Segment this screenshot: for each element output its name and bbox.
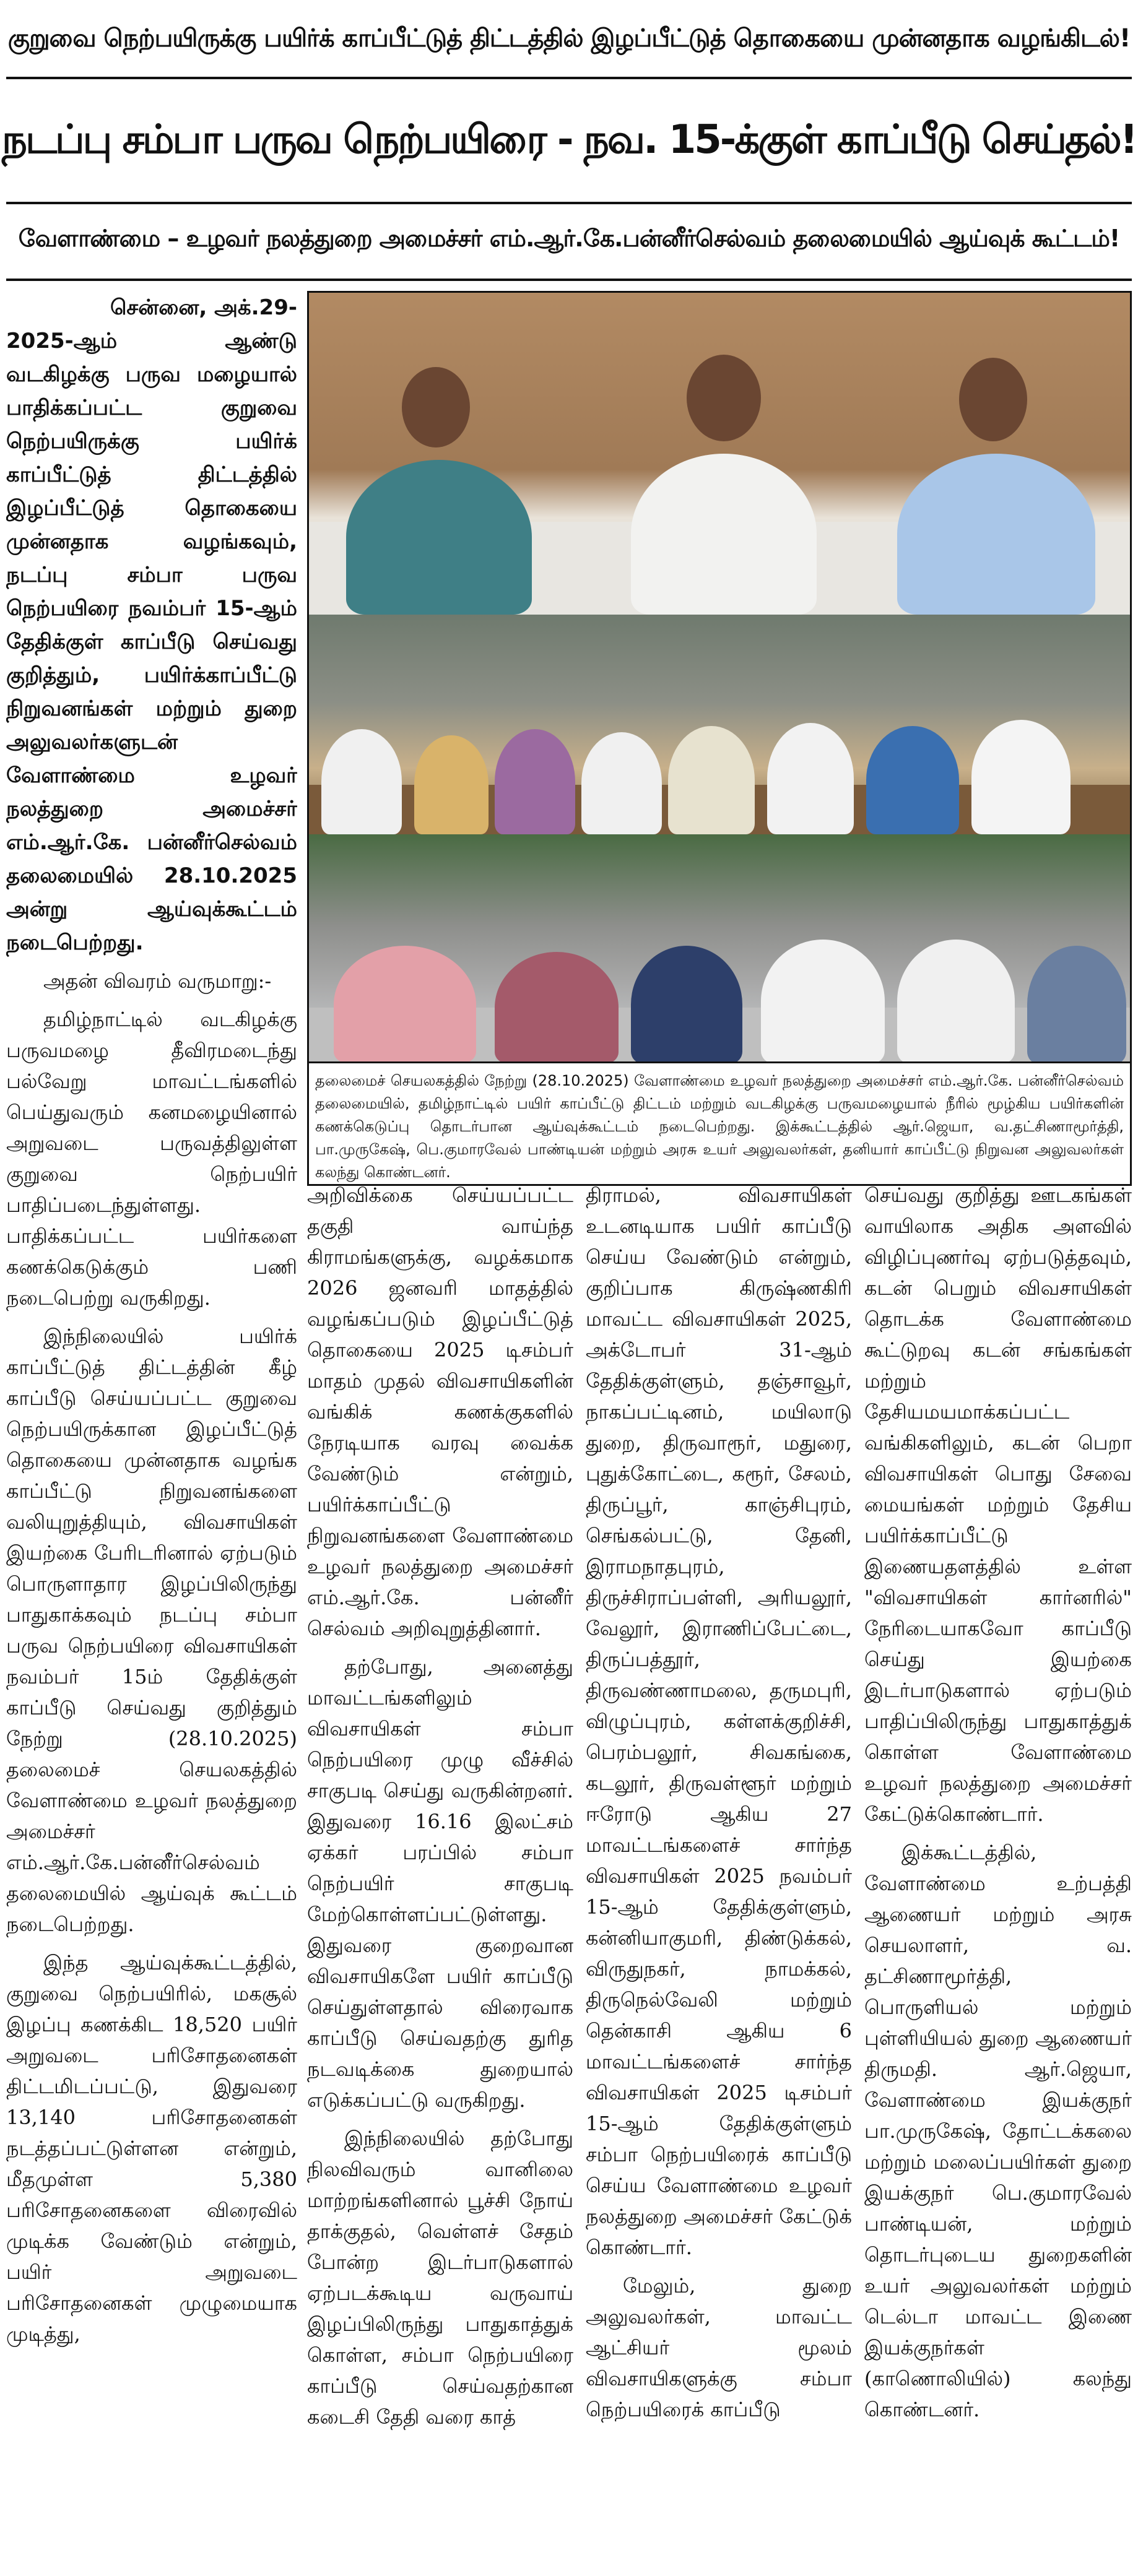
- paragraph: தமிழ்நாட்டில் வடகிழக்கு பருவமழை தீவிரமடைந்து பல்வேறு மாவட்டங்களில் பெய்துவரும் கனமழையினால் அறுவடை பருவத்திலுள்ள குறுவை நெற்பயிர் பாதிப்படைந்துள்ளது. பாதிக்கப்பட்ட பயிர்களை கணக்கெடுக்கும் பணி நடைபெற்று வருகிறது.: [6, 1008, 297, 1310]
- paragraph: தற்போது, அனைத்து மாவட்டங்களிலும் விவசாயிகள் சம்பா நெற்பயிரை முழு வீச்சில் சாகுபடி செய்து வருகின்றனர். இதுவரை 16.16 இலட்சம் ஏக்கர் பரப்பில் சம்பா நெற்பயிர் சாகுபடி மேற்கொள்ளப்பட்டுள்ளது. இதுவரை குறைவான விவசாயிகளே பயிர் காப்பீடு செய்துள்ளதால் விரைவாக காப்பீடு செய்வதற்கு துரித நடவடிக்கை துறையால் எடுக்கப்பட்டு வருகிறது.: [307, 1655, 573, 2112]
- paragraph: செய்வது குறித்து ஊடகங்கள் வாயிலாக அதிக அளவில் விழிப்புணர்வு ஏற்படுத்தவும், கடன் பெறும் விவசாயிகள் தொடக்க வேளாண்மை கூட்டுறவு கடன் சங்கங்கள் மற்றும் தேசியமயமாக்கப்பட்ட வங்கிகளிலும், கடன் பெறா விவசாயிகள் பொது சேவை மையங்கள் மற்றும் தேசிய பயிர்க்காப்பீட்டு இணையதளத்தில் உள்ள "விவசாயிகள் கார்னரில்" நேரிடையாகவோ காப்பீடு செய்து இயற்கை இடர்பாடுகளால் ஏற்படும் பாதிப்பிலிருந்து பாதுகாத்துக் கொள்ள வேளாண்மை உழவர் நலத்துறை அமைச்சர் கேட்டுக்கொண்டார்.: [864, 1183, 1132, 1826]
- photo-panel-minister: [309, 293, 1130, 615]
- kicker-headline: குறுவை நெற்பயிருக்கு பயிர்க் காப்பீட்டுத் திட்டத்தில் இழப்பீட்டுத் தொகையை முன்னதாக வழங்கிடல்!: [7, 24, 1131, 53]
- article-column-2: [307, 1180, 573, 2570]
- lead-paragraph: [6, 291, 297, 959]
- paragraph: திராமல், விவசாயிகள் உடனடியாக பயிர் காப்பீடு செய்ய வேண்டும் என்றும், குறிப்பாக கிருஷ்ணகிரி மாவட்ட விவசாயிகள் 2025, அக்டோபர் 31-ஆம் தேதிக்குள்ளும், தஞ்சாவூர், நாகப்பட்டினம், மயிலாடு துறை, திருவாரூர், மதுரை, புதுக்கோட்டை, கரூர், சேலம், திருப்பூர், காஞ்சிபுரம், செங்கல்பட்டு, தேனி, இராமநாதபுரம், திருச்சிராப்பள்ளி, அரியலூர், வேலூர், இராணிப்பேட்டை, திருப்பத்தூர், திருவண்ணாமலை, தருமபுரி, விழுப்புரம், கள்ளக்குறிச்சி, பெரம்பலூர், சிவகங்கை, கடலூர், திருவள்ளூர் மற்றும் ஈரோடு ஆகிய 27 மாவட்டங்களைச் சார்ந்த விவசாயிகள் 2025 நவம்பர் 15-ஆம் தேதிக்குள்ளும், கன்னியாகுமரி, திண்டுக்கல், விருதுநகர், நாமக்கல், திருநெல்வேலி மற்றும் தென்காசி ஆகிய 6 மாவட்டங்களைச் சார்ந்த விவசாயிகள் 2025 டிசம்பர் 15-ஆம் தேதிக்குள்ளும் சம்பா நெற்பயிரைக் காப்பீடு செய்ய வேளாண்மை உழவர் நலத்துறை அமைச்சர் கேட்டுக் கொண்டார்.: [586, 1183, 852, 2259]
- paragraph: அதன் விவரம் வருமாறு:-: [43, 969, 272, 993]
- paragraph: இந்த ஆய்வுக்கூட்டத்தில், குறுவை நெற்பயிரில், மகசூல் இழப்பு கணக்கிட 18,520 பயிர் அறுவடை பரிசோதனைகள் திட்டமிடப்பட்டு, இதுவரை 13,140 பரிசோதனைகள் நடத்தப்பட்டுள்ளன என்றும், மீதமுள்ள 5,380 பரிசோதனைகளை விரைவில் முடிக்க வேண்டும் என்றும், பயிர் அறுவடை பரிசோதனைகள் முழுமையாக முடித்து,: [6, 1951, 297, 2346]
- lead-text: 2025-ஆம் ஆண்டு வடகிழக்கு பருவ மழையால் பாதிக்கப்பட்ட குறுவை நெற்பயிருக்கு பயிர்க் காப்பீட்டுத் திட்டத்தில் இழப்பீட்டுத் தொகையை முன்னதாக வழங்கவும், நடப்பு சம்பா பருவ நெற்பயிரை நவம்பர் 15-ஆம் தேதிக்குள் காப்பீடு செய்வது குறித்தும், பயிர்க்காப்பீட்டு நிறுவனங்கள் மற்றும் துறை அலுவலர்களுடன் வேளாண்மை உழவர் நலத்துறை அமைச்சர் எம்.ஆர்.கே. பன்னீர்செல்வம் தலைமையில் 28.10.2025 அன்று ஆய்வுக்கூட்டம் நடைபெற்றது.: [6, 329, 297, 955]
- article-column-4: [864, 1180, 1132, 2570]
- divider: [6, 77, 1132, 79]
- paragraph: மேலும், துறை அலுவலர்கள், மாவட்ட ஆட்சியர் மூலம் விவசாயிகளுக்கு சம்பா நெற்பயிரைக் காப்பீடு: [586, 2274, 852, 2421]
- paragraph: இக்கூட்டத்தில், வேளாண்மை உற்பத்தி ஆணையர் மற்றும் அரசு செயலாளர், வ. தட்சிணாமூர்த்தி, பொருளியல் மற்றும் புள்ளியியல் துறை ஆணையர் திருமதி. ஆர்.ஜெயா, வேளாண்மை இயக்குநர் பா.முருகேஷ், தோட்டக்கலை மற்றும் மலைப்பயிர்கள் துறை இயக்குநர் பெ.குமாரவேல் பாண்டியன், மற்றும் தொடர்புடைய துறைகளின் உயர் அலுவலர்கள் மற்றும் டெல்டா மாவட்ட இணை இயக்குநர்கள் (காணொலியில்) கலந்து கொண்டனர்.: [864, 1841, 1132, 2421]
- meeting-photo: [307, 291, 1132, 1063]
- dateline: சென்னை, அக்.29-: [110, 295, 297, 320]
- paragraph: இந்நிலையில் தற்போது நிலவிவரும் வானிலை மாற்றங்களினால் பூச்சி நோய் தாக்குதல், வெள்ளச் சேதம் போன்ற இடர்பாடுகளால் ஏற்படக்கூடிய வருவாய் இழப்பிலிருந்து பாதுகாத்துக் கொள்ள, சம்பா நெற்பயிரை காப்பீடு செய்வதற்கான கடைசி தேதி வரை காத்: [307, 2127, 573, 2429]
- paragraph: அறிவிக்கை செய்யப்பட்ட தகுதி வாய்ந்த கிராமங்களுக்கு, வழக்கமாக 2026 ஜனவரி மாதத்தில் வழங்கப்படும் இழப்பீட்டுத் தொகையை 2025 டிசம்பர் மாதம் முதல் விவசாயிகளின் வங்கிக் கணக்குகளில் நேரடியாக வரவு வைக்க வேண்டும் என்றும், பயிர்க்காப்பீட்டு நிறுவனங்களை வேளாண்மை உழவர் நலத்துறை அமைச்சர் எம்.ஆர்.கே. பன்னீர் செல்வம் அறிவுறுத்தினார்.: [307, 1183, 573, 1640]
- article-column-1: [6, 291, 297, 2569]
- subheadline: வேளாண்மை – உழவர் நலத்துறை அமைச்சர் எம்.ஆர்.கே.பன்னீர்செல்வம் தலைமையில் ஆய்வுக் கூட்டம்!: [18, 225, 1120, 252]
- main-headline: நடப்பு சம்பா பருவ நெற்பயிரை - நவ. 15-க்குள் காப்பீடு செய்தல்!: [2, 117, 1136, 163]
- paragraph: இந்நிலையில் பயிர்க் காப்பீட்டுத் திட்டத்தின் கீழ் காப்பீடு செய்யப்பட்ட குறுவை நெற்பயிருக்கான இழப்பீட்டுத் தொகையை முன்னதாக வழங்க காப்பீட்டு நிறுவனங்களை வலியுறுத்தியும், விவசாயிகள் இயற்கை பேரிடரினால் ஏற்படும் பொருளாதார இழப்பிலிருந்து பாதுகாக்கவும் நடப்பு சம்பா பருவ நெற்பயிரை விவசாயிகள் நவம்பர் 15ம் தேதிக்குள் காப்பீடு செய்வது குறித்தும் நேற்று (28.10.2025) தலைமைச் செயலகத்தில் வேளாண்மை உழவர் நலத்துறை அமைச்சர் எம்.ஆர்.கே.பன்னீர்செல்வம் தலைமையில் ஆய்வுக் கூட்டம் நடைபெற்றது.: [6, 1325, 297, 1936]
- photo-caption: தலைமைச் செயலகத்தில் நேற்று (28.10.2025) வேளாண்மை உழவர் நலத்துறை அமைச்சர் எம்.ஆர்.கே. பன்னீர்செல்வம் தலைமையில், தமிழ்நாட்டில் பயிர் காப்பீட்டு திட்டம் மற்றும் வடகிழக்கு பருவமழையால் நீரில் மூழ்கிய பயிர்களின் கணக்கெடுப்பு தொடர்பான ஆய்வுக்கூட்டம் நடைபெற்றது. இக்கூட்டத்தில் ஆர்.ஜெயா, வ.தட்சிணாமூர்த்தி, பா.முருகேஷ், பெ.குமாரவேல் பாண்டியன் மற்றும் அரசு உயர் அலுவலர்கள், தனியார் காப்பீட்டு நிறுவன அலுவலர்கள் கலந்து கொண்டனர்.: [307, 1063, 1132, 1186]
- article-column-3: [586, 1180, 852, 2570]
- photo-panel-insurers: [309, 834, 1130, 1063]
- photo-panel-officials: [309, 615, 1130, 834]
- divider: [6, 279, 1132, 281]
